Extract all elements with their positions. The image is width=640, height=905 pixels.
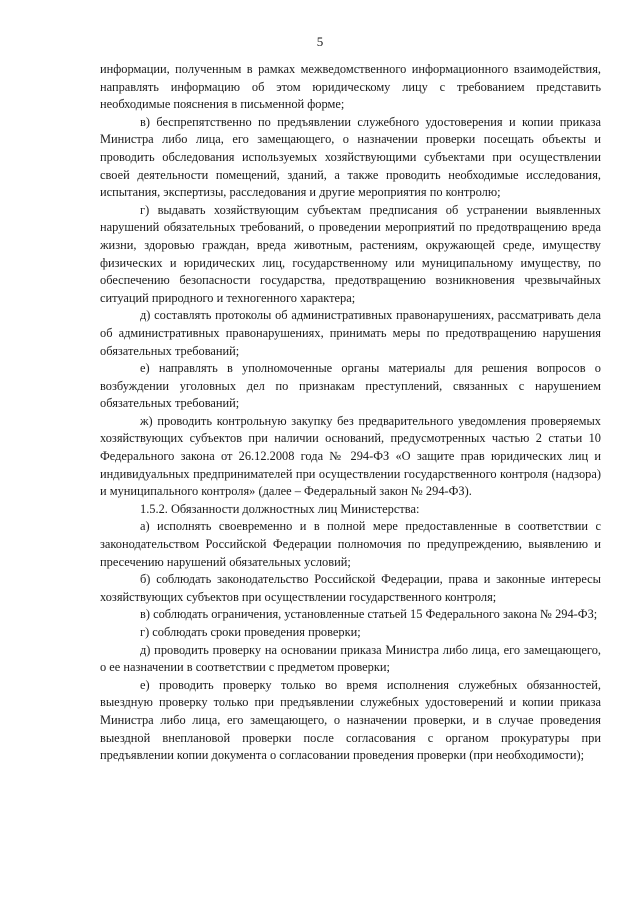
paragraph: д) составлять протоколы об административных правонарушениях, рассматривать дела об административных правонарушениях, принимать меры по предотвращению нарушения обязательных требований;: [100, 308, 601, 358]
paragraph: в) беспрепятственно по предъявлении служебного удостоверения и копии приказа Министра либо лица, его замещающего, о назначении проверки посещать объекты и проводить обследования используемых хозяйствующими субъектами при осуществлении своей деятельности помещений, зданий, а также проводить необходимые исследования, испытания, экспертизы, расследования и другие мероприятия по контролю;: [100, 114, 601, 200]
paragraph: е) проводить проверку только во время исполнения служебных обязанностей, выездную проверку только при предъявлении служебных удостоверений и копии приказа Министра либо лица, его замещающего, о назначении проверки, и в случае проведения выездной внеплановой проверки после согласования с органом прокуратуры при предъявлении копии документа о согласовании проведения проверки (при необходимости);: [100, 677, 601, 763]
paragraph: б) соблюдать законодательство Российской Федерации, права и законные интересы хозяйствующих субъектов при осуществлении государственного контроля;: [100, 572, 601, 604]
page-number: 5: [316, 34, 324, 49]
paragraph: ж) проводить контрольную закупку без предварительного уведомления проверяемых хозяйствующих субъектов при наличии оснований, предусмотренных частью 2 статьи 10 Федерального закона от 26.12.2008 года № 294-ФЗ «О защите прав юридических лиц и индивидуальных предпринимателей при осуществлении государственного контроля (надзора) и муниципального контроля» (далее – Федеральный закон № 294-ФЗ).: [100, 413, 601, 499]
document-body: [100, 61, 601, 765]
paragraph: в) соблюдать ограничения, установленные статьей 15 Федерального закона № 294-ФЗ;: [140, 607, 598, 622]
paragraph: а) исполнять своевременно и в полной мере предоставленные в соответствии с законодательством Российской Федерации полномочия по предупреждению, выявлению и пресечению нарушений обязательных условий;: [100, 519, 601, 569]
paragraph: д) проводить проверку на основании приказа Министра либо лица, его замещающего, о ее назначении в соответствии с предметом проверки;: [100, 642, 601, 675]
paragraph: г) выдавать хозяйствующим субъектам предписания об устранении выявленных нарушений обязательных требований, о проведении мероприятий по предотвращению вреда жизни, здоровью граждан, вреда животным, растениям, окружающей среде, имуществу физических и юридических лиц, государственному или муниципальному имуществу, по обеспечению безопасности государства, предотвращению возникновения чрезвычайных ситуаций природного и техногенного характера;: [100, 202, 601, 305]
paragraph: 1.5.2. Обязанности должностных лиц Министерства:: [140, 501, 420, 516]
paragraph: г) соблюдать сроки проведения проверки;: [140, 625, 361, 639]
paragraph: е) направлять в уполномоченные органы материалы для решения вопросов о возбуждении уголовных дел по признакам преступлений, связанных с нарушением обязательных требований;: [100, 361, 601, 411]
paragraph: информации, полученным в рамках межведомственного информационного взаимодействия, направлять информацию об этом юридическому лицу с требованием представить необходимые пояснения в письменной форме;: [100, 62, 601, 112]
